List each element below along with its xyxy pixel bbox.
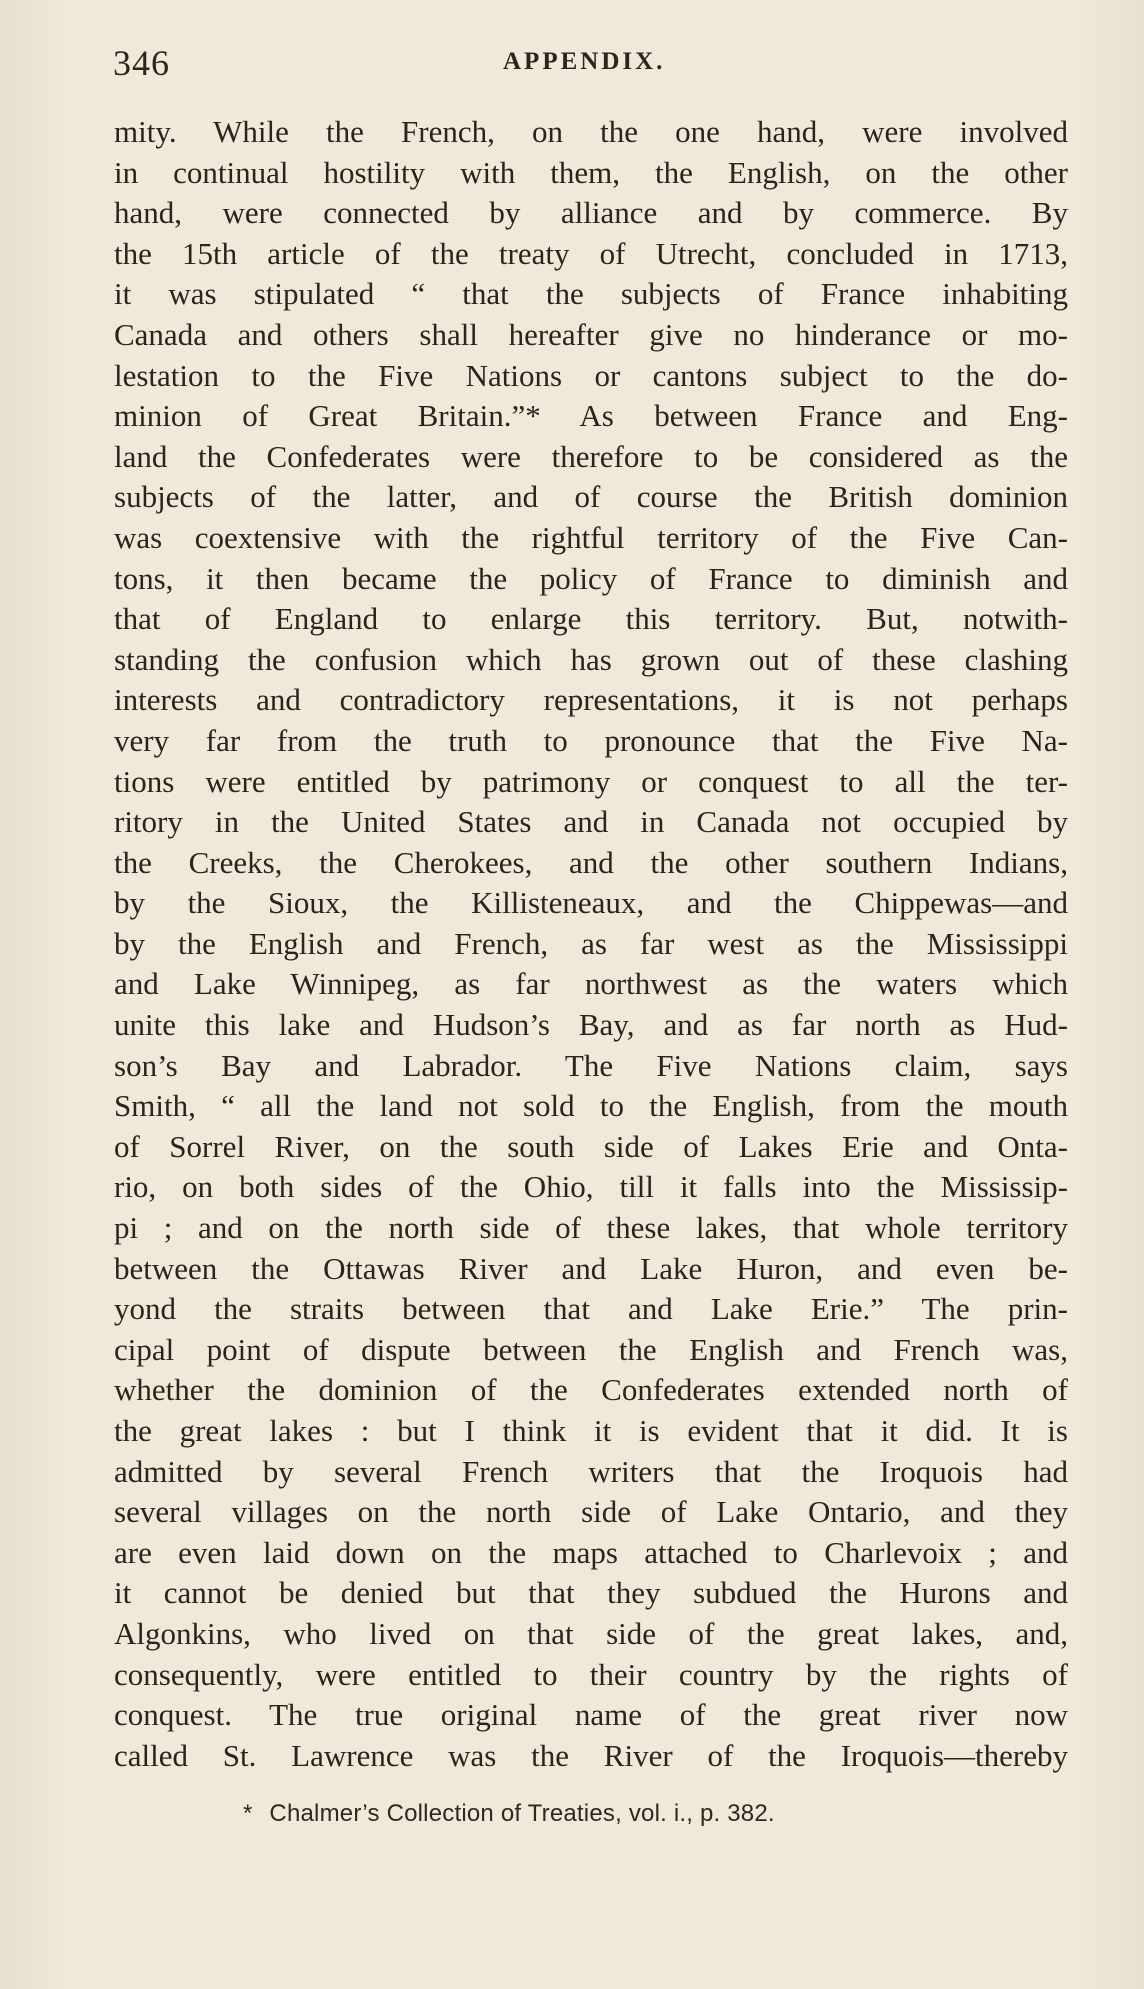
text-line: admitted by several French writers that the Iroquois had [114,1453,1068,1489]
page-header [113,42,1048,90]
text-line: of Sorrel River, on the south side of Lakes Erie and Onta- [114,1128,1068,1164]
text-line: it cannot be denied but that they subdued the Hurons and [114,1575,1068,1611]
text-line: whether the dominion of the Confederates extended north of [114,1372,1068,1408]
running-head: APPENDIX. [503,48,666,75]
page-number: 346 [113,43,170,83]
text-line: minion of Great Britain.”* As between France and Eng- [114,398,1068,434]
text-line: conquest. The true original name of the great river now [114,1697,1068,1733]
text-line: tons, it then became the policy of France to diminish and [114,560,1068,596]
text-line: land the Confederates were therefore to be considered as the [114,438,1068,474]
footnote-text: Chalmer’s Collection of Treaties, vol. i., p. 382. [269,1800,775,1827]
text-line: by the Sioux, the Killisteneaux, and the Chippewas—and [114,885,1068,921]
text-line: interests and contradictory representations, it is not perhaps [114,682,1068,718]
text-line: Canada and others shall hereafter give no hinderance or mo- [114,316,1068,352]
text-line: tions were entitled by patrimony or conquest to all the ter- [114,763,1068,799]
text-line: was coextensive with the rightful territory of the Five Can- [114,519,1068,555]
text-line: subjects of the latter, and of course the British dominion [114,479,1068,515]
text-line: several villages on the north side of Lake Ontario, and they [114,1494,1068,1530]
text-line: very far from the truth to pronounce that the Five Na- [114,722,1068,758]
text-line: Smith, “ all the land not sold to the English, from the mouth [114,1088,1068,1124]
text-line: between the Ottawas River and Lake Huron, and even be- [114,1250,1068,1286]
text-line: pi ; and on the north side of these lakes, that whole territory [114,1210,1068,1246]
text-line: in continual hostility with them, the English, on the other [114,154,1068,190]
text-line: the Creeks, the Cherokees, and the other southern Indians, [114,844,1068,880]
text-line: it was stipulated “ that the subjects of France inhabiting [114,276,1068,312]
text-line: mity. While the French, on the one hand, were involved [114,114,1068,149]
text-line: the 15th article of the treaty of Utrecht, concluded in 1713, [114,235,1068,271]
footnote [243,1800,775,1828]
text-line: called St. Lawrence was the River of the Iroquois—thereby [114,1737,1068,1773]
text-line: lestation to the Five Nations or cantons subject to the do- [114,357,1068,393]
footnote-mark: * [243,1800,253,1827]
text-line: that of England to enlarge this territory. But, notwith- [114,601,1068,637]
text-line: standing the confusion which has grown out of these clashing [114,641,1068,677]
text-line: consequently, were entitled to their country by the rights of [114,1656,1068,1692]
text-line: are even laid down on the maps attached to Charlevoix ; and [114,1534,1068,1570]
text-line: hand, were connected by alliance and by commerce. By [114,195,1068,231]
text-line: unite this lake and Hudson’s Bay, and as far north as Hud- [114,1007,1068,1043]
text-line: ritory in the United States and in Canada not occupied by [114,804,1068,840]
text-line: cipal point of dispute between the English and French was, [114,1331,1068,1367]
text-line: rio, on both sides of the Ohio, till it falls into the Mississip- [114,1169,1068,1205]
text-line: yond the straits between that and Lake Erie.” The prin- [114,1291,1068,1327]
text-line: the great lakes : but I think it is evident that it did. It is [114,1413,1068,1448]
text-line: Algonkins, who lived on that side of the great lakes, and, [114,1615,1068,1651]
text-line: by the English and French, as far west as the Mississippi [114,925,1068,961]
text-line: and Lake Winnipeg, as far northwest as the waters which [114,966,1068,1002]
body-text [114,112,1068,1776]
text-line: son’s Bay and Labrador. The Five Nations claim, says [114,1047,1068,1083]
